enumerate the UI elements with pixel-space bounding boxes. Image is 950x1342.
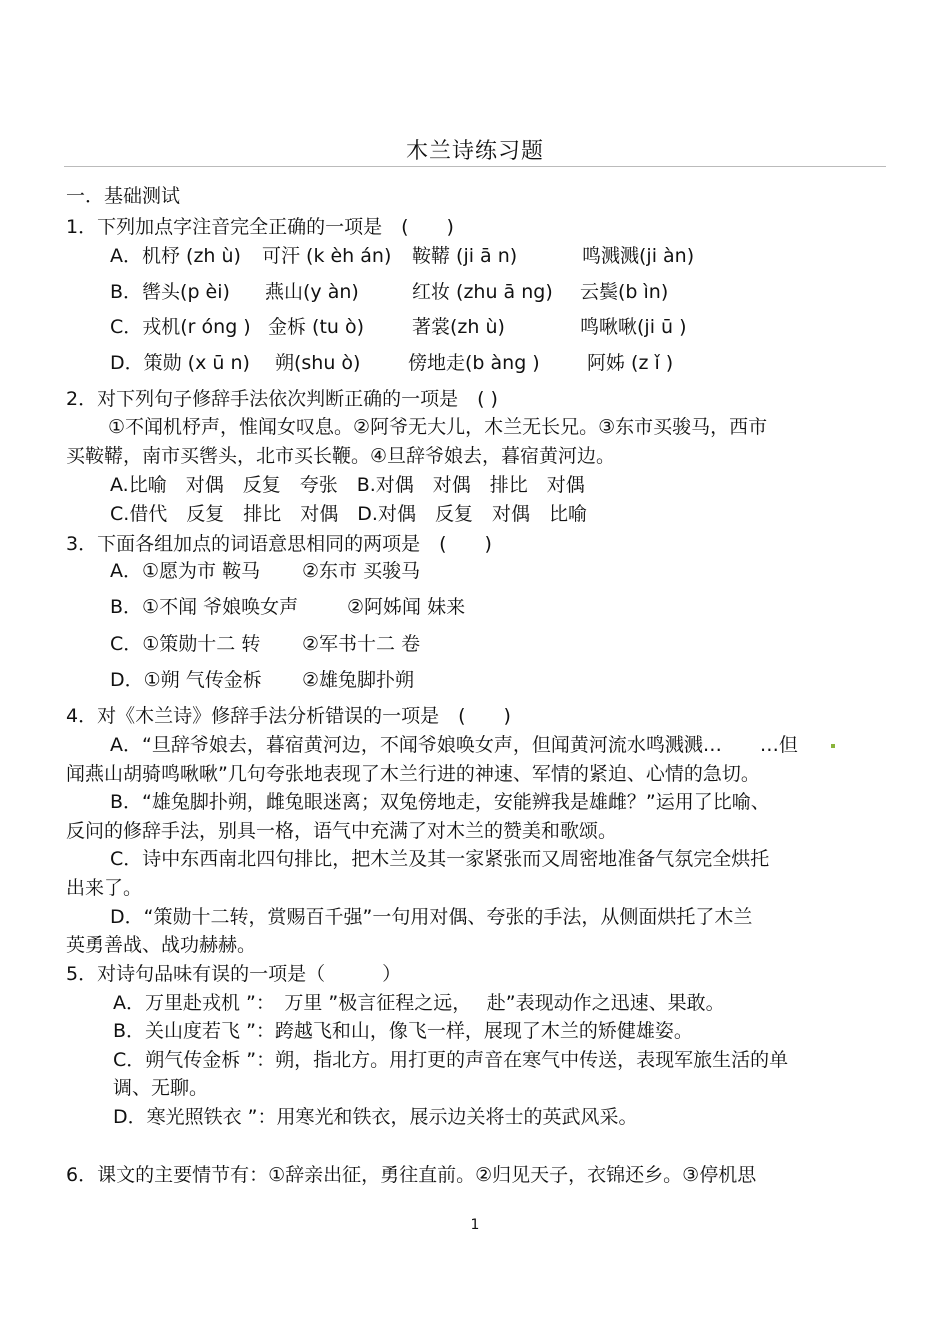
q1-option-d-3: 傍地走(b àng ) [408, 352, 540, 374]
q4-option-a-line-1: A．“旦辞爷娘去，暮宿黄河边，不闻爷娘唤女声，但闻黄河流水鸣溅溅… …但 [110, 734, 798, 756]
stray-mark [831, 744, 835, 748]
question-2-stem: 2．对下列句子修辞手法依次判断正确的一项是 ( ) [66, 388, 498, 410]
question-2-text-line-1: ①不闻机杼声，惟闻女叹息。②阿爷无大儿，木兰无长兄。③东市买骏马，西市 [108, 416, 768, 438]
question-6-stem: 6．课文的主要情节有：①辞亲出征，勇往直前。②归见天子，衣锦还乡。③停机思 [66, 1164, 757, 1186]
q1-option-c-4: 鸣啾啾(ji ū ) [580, 316, 687, 338]
title-divider [64, 166, 886, 167]
q4-option-c-line-2: 出来了。 [66, 877, 143, 899]
q4-option-b-line-1: B．“雄兔脚扑朔，雌兔眼迷离；双兔傍地走，安能辨我是雄雌？”运用了比喻、 [110, 791, 770, 813]
q1-option-a-4: 鸣溅溅(ji àn) [582, 245, 695, 267]
q4-option-d-line-1: D．“策勋十二转，赏赐百千强”一句用对偶、夸张的手法，从侧面烘托了木兰 [110, 906, 753, 928]
q4-option-d-line-2: 英勇善战、战功赫赫。 [66, 934, 257, 956]
q1-option-d-2: 朔(shu ò) [275, 352, 361, 374]
question-4-stem: 4．对《木兰诗》修辞手法分析错误的一项是 ( ) [66, 705, 511, 727]
q1-option-c-3: 著裳(zh ù) [412, 316, 505, 338]
q5-option-c-line-1: C．朔气传金柝 ”：朔，指北方。用打更的声音在寒气中传送，表现军旅生活的单 [113, 1049, 789, 1071]
q3-option-a-2: ②东市 买骏马 [302, 560, 421, 582]
q4-option-b-line-2: 反问的修辞手法，别具一格，语气中充满了对木兰的赞美和歌颂。 [66, 820, 618, 842]
q1-option-b-3: 红妆 (zhu ā ng) [412, 281, 553, 303]
q3-option-a-1: A．①愿为市 鞍马 [110, 560, 261, 582]
q1-option-a-2: 可汗 (k èh án) [262, 245, 392, 267]
q1-option-c-2: 金柝 (tu ò) [268, 316, 365, 338]
q3-option-c-1: C．①策勋十二 转 [110, 633, 261, 655]
page-title: 木兰诗练习题 [405, 139, 544, 164]
q1-option-a-1: A．机杼 (zh ù) [110, 245, 241, 267]
section-heading: 一．基础测试 [66, 185, 181, 207]
page-number: 1 [470, 1217, 480, 1233]
question-1-stem: 1．下列加点字注音完全正确的一项是 ( ) [66, 216, 454, 238]
q1-option-b-4: 云鬓(b ìn) [580, 281, 669, 303]
q1-option-a-3: 鞍鞯 (ji ā n) [412, 245, 518, 267]
q5-option-d: D．寒光照铁衣 ”：用寒光和铁衣，展示边关将士的英武风采。 [113, 1106, 638, 1128]
question-2-options-cd: C.借代 反复 排比 对偶 D.对偶 反复 对偶 比喻 [110, 503, 587, 525]
q1-option-c-1: C．戎机(r óng ) [110, 316, 251, 338]
q1-option-b-2: 燕山(y àn) [265, 281, 359, 303]
q5-option-a: A．万里赴戎机 ”： 万里 ”极言征程之远， 赴”表现动作之迅速、果敢。 [113, 992, 725, 1014]
q3-option-d-2: ②雄兔脚扑朔 [302, 669, 415, 691]
q3-option-c-2: ②军书十二 卷 [302, 633, 421, 655]
q1-option-b-1: B．辔头(p èi) [110, 281, 230, 303]
q1-option-d-4: 阿姊 (z ǐ ) [587, 352, 674, 374]
q3-option-b-2: ②阿姊闻 妹来 [347, 596, 466, 618]
q5-option-c-line-2: 调、无聊。 [113, 1077, 209, 1099]
q4-option-a-line-2: 闻燕山胡骑鸣啾啾”几句夸张地表现了木兰行进的神速、军情的紧迫、心情的急切。 [66, 763, 760, 785]
question-3-stem: 3．下面各组加点的词语意思相同的两项是 ( ) [66, 533, 492, 555]
q3-option-b-1: B．①不闻 爷娘唤女声 [110, 596, 299, 618]
q1-option-d-1: D．策勋 (x ū n) [110, 352, 250, 374]
question-2-text-line-2: 买鞍鞯，南市买辔头，北市买长鞭。④旦辞爷娘去，暮宿黄河边。 [66, 445, 616, 467]
question-5-stem: 5．对诗句品味有误的一项是（ ） [66, 963, 402, 985]
question-2-options-ab: A.比喻 对偶 反复 夸张 B.对偶 对偶 排比 对偶 [110, 474, 585, 496]
q3-option-d-1: D．①朔 气传金柝 [110, 669, 262, 691]
q4-option-c-line-1: C．诗中东西南北四句排比，把木兰及其一家紧张而又周密地准备气氛完全烘托 [110, 848, 770, 870]
q5-option-b: B．关山度若飞 ”：跨越飞和山，像飞一样，展现了木兰的矫健雄姿。 [113, 1020, 693, 1042]
